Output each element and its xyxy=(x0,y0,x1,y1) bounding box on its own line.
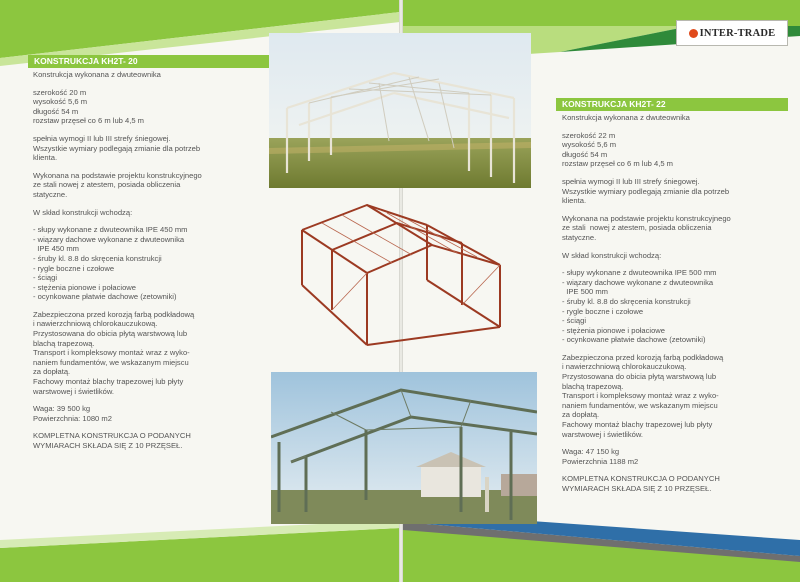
right-section-header: KONSTRUKCJA KH2T- 22 xyxy=(556,98,788,111)
steel-frame-field-photo xyxy=(269,33,531,188)
complete-note: WYMIARACH SKŁADA SIĘ Z 10 PRZĘSEŁ. xyxy=(562,484,712,493)
protection-text: naniem fundamentów, we wskazanym miejscu xyxy=(33,357,189,367)
protection-text: Transport i kompleksowy montaż wraz z wyko- xyxy=(33,348,190,358)
complete-note: WYMIARACH SKŁADA SIĘ Z 10 PRZĘSEŁ. xyxy=(33,441,183,450)
protection-text: Zabezpieczona przed korozją farbą podkładową xyxy=(33,309,195,319)
protection-text: naniem fundamentów, we wskazanym miejscu xyxy=(562,400,718,410)
composition-title: W skład konstrukcji wchodzą: xyxy=(33,207,133,217)
component-item: - ściągi xyxy=(33,273,58,283)
component-item: - ocynkowane płatwie dachowe (zetowniki) xyxy=(562,335,706,345)
spec-line: długość 54 m xyxy=(562,149,608,159)
spec-line: wysokość 5,6 m xyxy=(33,97,88,107)
protection-text: warstwowej i świetlików. xyxy=(562,429,644,439)
logo-text: INTER-TRADE xyxy=(699,27,776,39)
weight-value: Waga: 47 150 kg xyxy=(562,447,620,457)
right-description xyxy=(562,113,782,494)
component-item: - ściągi xyxy=(562,316,587,326)
complete-note: KOMPLETNA KONSTRUKCJA O PODANYCH xyxy=(33,431,191,441)
logo-mark-icon xyxy=(689,29,698,38)
spec-line: szerokość 22 m xyxy=(562,130,616,140)
project-text: ze stali nowej z atestem, posiada obliczenia xyxy=(33,180,181,190)
protection-text: i nawierzchniową chlorokauczukową. xyxy=(562,362,687,372)
protection-text: Przystosowana do obicia płytą warstwową lub xyxy=(562,372,717,382)
left-section-header: KONSTRUKCJA KH2T- 20 xyxy=(28,55,288,68)
protection-text: Fachowy montaż blachy trapezowej lub płyty xyxy=(562,420,713,430)
spec-line: długość 54 m xyxy=(33,106,79,116)
component-item: - śruby kl. 8.8 do skręcenia konstrukcji xyxy=(562,296,691,306)
component-item: IPE 450 mm xyxy=(33,244,80,254)
project-text: ze stali nowej z atestem, posiada obliczenia xyxy=(562,223,712,233)
protection-text: za dopłatą. xyxy=(562,410,600,420)
component-item: - słupy wykonane z dwuteownika IPE 500 mm xyxy=(562,268,717,278)
component-item: - rygle boczne i czołowe xyxy=(562,306,644,316)
component-item: IPE 500 mm xyxy=(562,287,609,297)
snow-text: Wszystkie wymiary podlegają zmianie dla potrzeb xyxy=(562,186,730,196)
spec-line: wysokość 5,6 m xyxy=(562,140,617,150)
protection-text: blachą trapezową. xyxy=(562,381,624,391)
spec-line: szerokość 20 m xyxy=(33,87,87,97)
area-value: Powierzchnia 1188 m2 xyxy=(562,456,639,466)
protection-text: Przystosowana do obicia płytą warstwową lub xyxy=(33,329,188,339)
protection-text: i nawierzchniową chlorokauczukową. xyxy=(33,319,158,329)
inter-trade-logo xyxy=(676,20,788,46)
component-item: - stężenia pionowe i połaciowe xyxy=(562,325,665,335)
protection-text: warstwowej i świetlików. xyxy=(33,386,115,396)
protection-text: Transport i kompleksowy montaż wraz z wyko- xyxy=(562,391,719,401)
snow-text: spełnia wymogi II lub III strefy śniegowej. xyxy=(33,133,171,143)
project-text: statyczne. xyxy=(33,189,68,199)
protection-text: blachą trapezową. xyxy=(33,338,95,348)
intro-text: Konstrukcja wykonana z dwuteownika xyxy=(562,113,690,122)
protection-text: Fachowy montaż blachy trapezowej lub płyty xyxy=(33,377,184,387)
spec-line: rozstaw przęseł co 6 m lub 4,5 m xyxy=(562,159,673,169)
component-item: - ocynkowane płatwie dachowe (zetowniki) xyxy=(33,292,177,302)
component-item: - śruby kl. 8.8 do skręcenia konstrukcji xyxy=(33,253,162,263)
protection-text: za dopłatą. xyxy=(33,367,71,377)
frame-3d-drawing xyxy=(272,195,510,362)
component-item: - stężenia pionowe i połaciowe xyxy=(33,282,136,292)
intro-text: Konstrukcja wykonana z dwuteownika xyxy=(33,70,161,79)
snow-text: Wszystkie wymiary podlegają zmianie dla potrzeb xyxy=(33,143,201,153)
project-text: statyczne. xyxy=(562,232,597,242)
component-item: - słupy wykonane z dwuteownika IPE 450 mm xyxy=(33,225,188,235)
weight-value: Waga: 39 500 kg xyxy=(33,404,91,414)
project-text: Wykonana na podstawie projektu konstrukcyjnego xyxy=(562,213,731,223)
protection-text: Zabezpieczona przed korozją farbą podkładową xyxy=(562,352,724,362)
steel-frame-construction-photo xyxy=(271,372,537,524)
project-text: Wykonana na podstawie projektu konstrukcyjnego xyxy=(33,170,202,180)
snow-text: klienta. xyxy=(33,153,58,163)
complete-note: KOMPLETNA KONSTRUKCJA O PODANYCH xyxy=(562,474,720,484)
area-value: Powierzchnia: 1080 m2 xyxy=(33,413,112,423)
component-item: - wiązary dachowe wykonane z dwuteownika xyxy=(562,277,714,287)
snow-text: klienta. xyxy=(562,196,587,206)
component-item: - wiązary dachowe wykonane z dwuteownika xyxy=(33,234,185,244)
spec-line: rozstaw przęseł co 6 m lub 4,5 m xyxy=(33,116,144,126)
left-description xyxy=(33,70,243,451)
snow-text: spełnia wymogi II lub III strefy śniegowej. xyxy=(562,176,700,186)
component-item: - rygle boczne i czołowe xyxy=(33,263,115,273)
composition-title: W skład konstrukcji wchodzą: xyxy=(562,250,662,260)
